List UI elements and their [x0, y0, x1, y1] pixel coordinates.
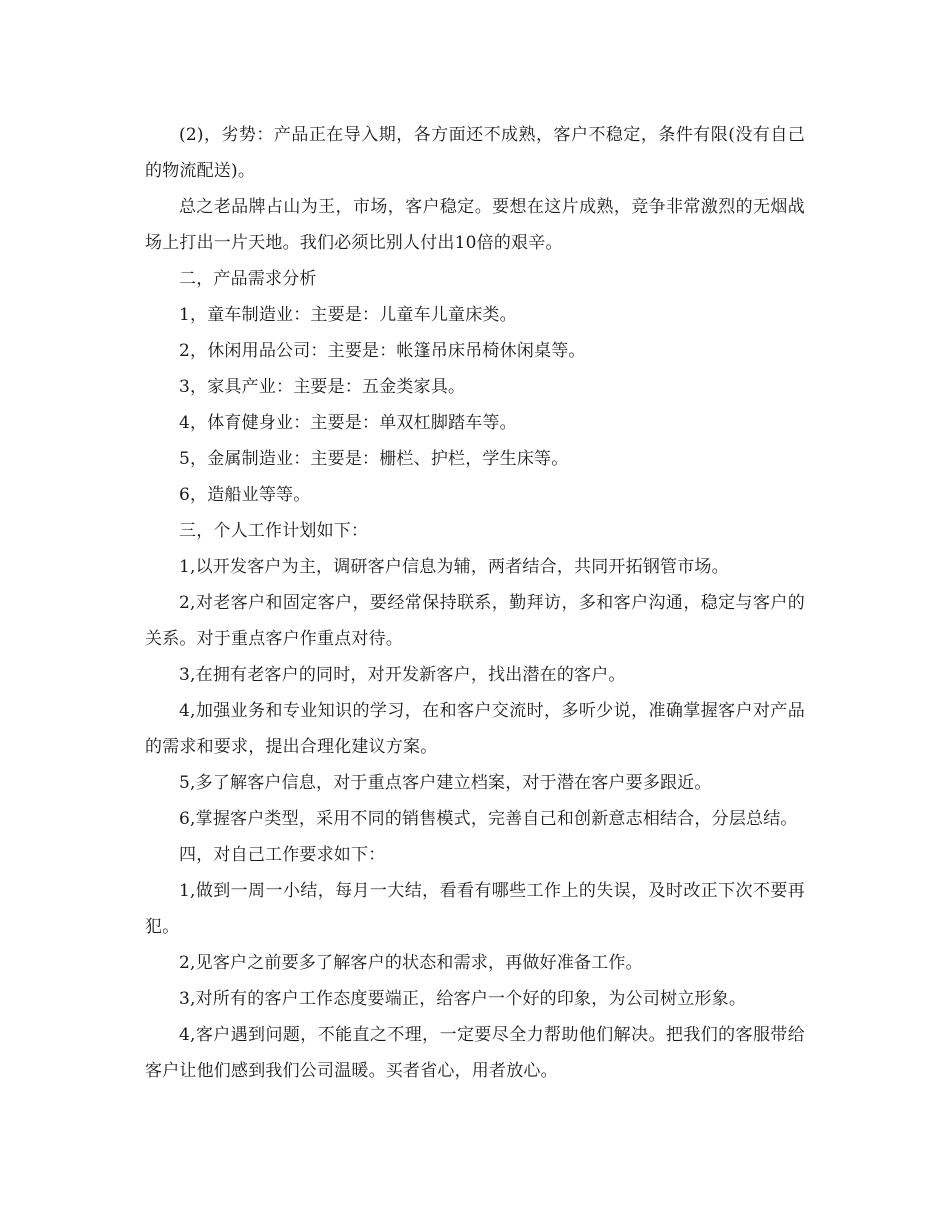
paragraph-summary: 总之老品牌占山为王，市场，客户稳定。要想在这片成熟，竞争非常激烈的无烟战场上打出一片天地。我们必须比别人付出10倍的艰辛。 [145, 197, 805, 253]
list-item-demand-3: 3，家具产业：主要是：五金类家具。 [179, 377, 466, 397]
list-item-demand-4: 4，体育健身业：主要是：单双杠脚踏车等。 [179, 413, 517, 433]
list-item-demand-5: 5，金属制造业：主要是：栅栏、护栏，学生床等。 [179, 449, 569, 469]
list-item-demand-1: 1，童车制造业：主要是：儿童车儿童床类。 [179, 305, 517, 325]
paragraph-weakness: (2)，劣势：产品正在导入期，各方面还不成熟，客户不稳定，条件有限(没有自己的物流配送)。 [145, 125, 805, 181]
list-item-requirement-2: 2,见客户之前要多了解客户的状态和需求，再做好准备工作。 [179, 953, 643, 973]
list-item-plan-1: 1,以开发客户为主，调研客户信息为辅，两者结合，共同开拓钢管市场。 [179, 557, 729, 577]
list-item-plan-3: 3,在拥有老客户的同时，对开发新客户，找出潜在的客户。 [179, 665, 626, 685]
section-heading-demand-analysis: 二，产品需求分析 [179, 269, 317, 289]
list-item-requirement-4: 4,客户遇到问题，不能直之不理，一定要尽全力帮助他们解决。把我们的客服带给客户让他们感到我们公司温暖。买者省心，用者放心。 [145, 1025, 805, 1081]
list-item-demand-2: 2，休闲用品公司：主要是：帐篷吊床吊椅休闲桌等。 [179, 341, 586, 361]
section-heading-work-plan: 三，个人工作计划如下： [179, 521, 369, 541]
list-item-plan-6: 6,掌握客户类型，采用不同的销售模式，完善自己和创新意志相结合，分层总结。 [179, 809, 798, 829]
document-body [145, 117, 805, 1089]
list-item-plan-2: 2,对老客户和固定客户，要经常保持联系，勤拜访，多和客户沟通，稳定与客户的关系。对于重点客户作重点对待。 [145, 593, 805, 649]
list-item-requirement-1: 1,做到一周一小结，每月一大结，看看有哪些工作上的失误，及时改正下次不要再犯。 [145, 881, 805, 937]
list-item-plan-5: 5,多了解客户信息，对于重点客户建立档案，对于潜在客户要多跟近。 [179, 773, 712, 793]
list-item-requirement-3: 3,对所有的客户工作态度要端正，给客户一个好的印象，为公司树立形象。 [179, 989, 747, 1009]
list-item-demand-6: 6，造船业等等。 [179, 485, 311, 505]
section-heading-self-requirements: 四，对自己工作要求如下： [179, 845, 386, 865]
list-item-plan-4: 4,加强业务和专业知识的学习，在和客户交流时，多听少说，准确掌握客户对产品的需求和要求，提出合理化建议方案。 [145, 701, 805, 757]
